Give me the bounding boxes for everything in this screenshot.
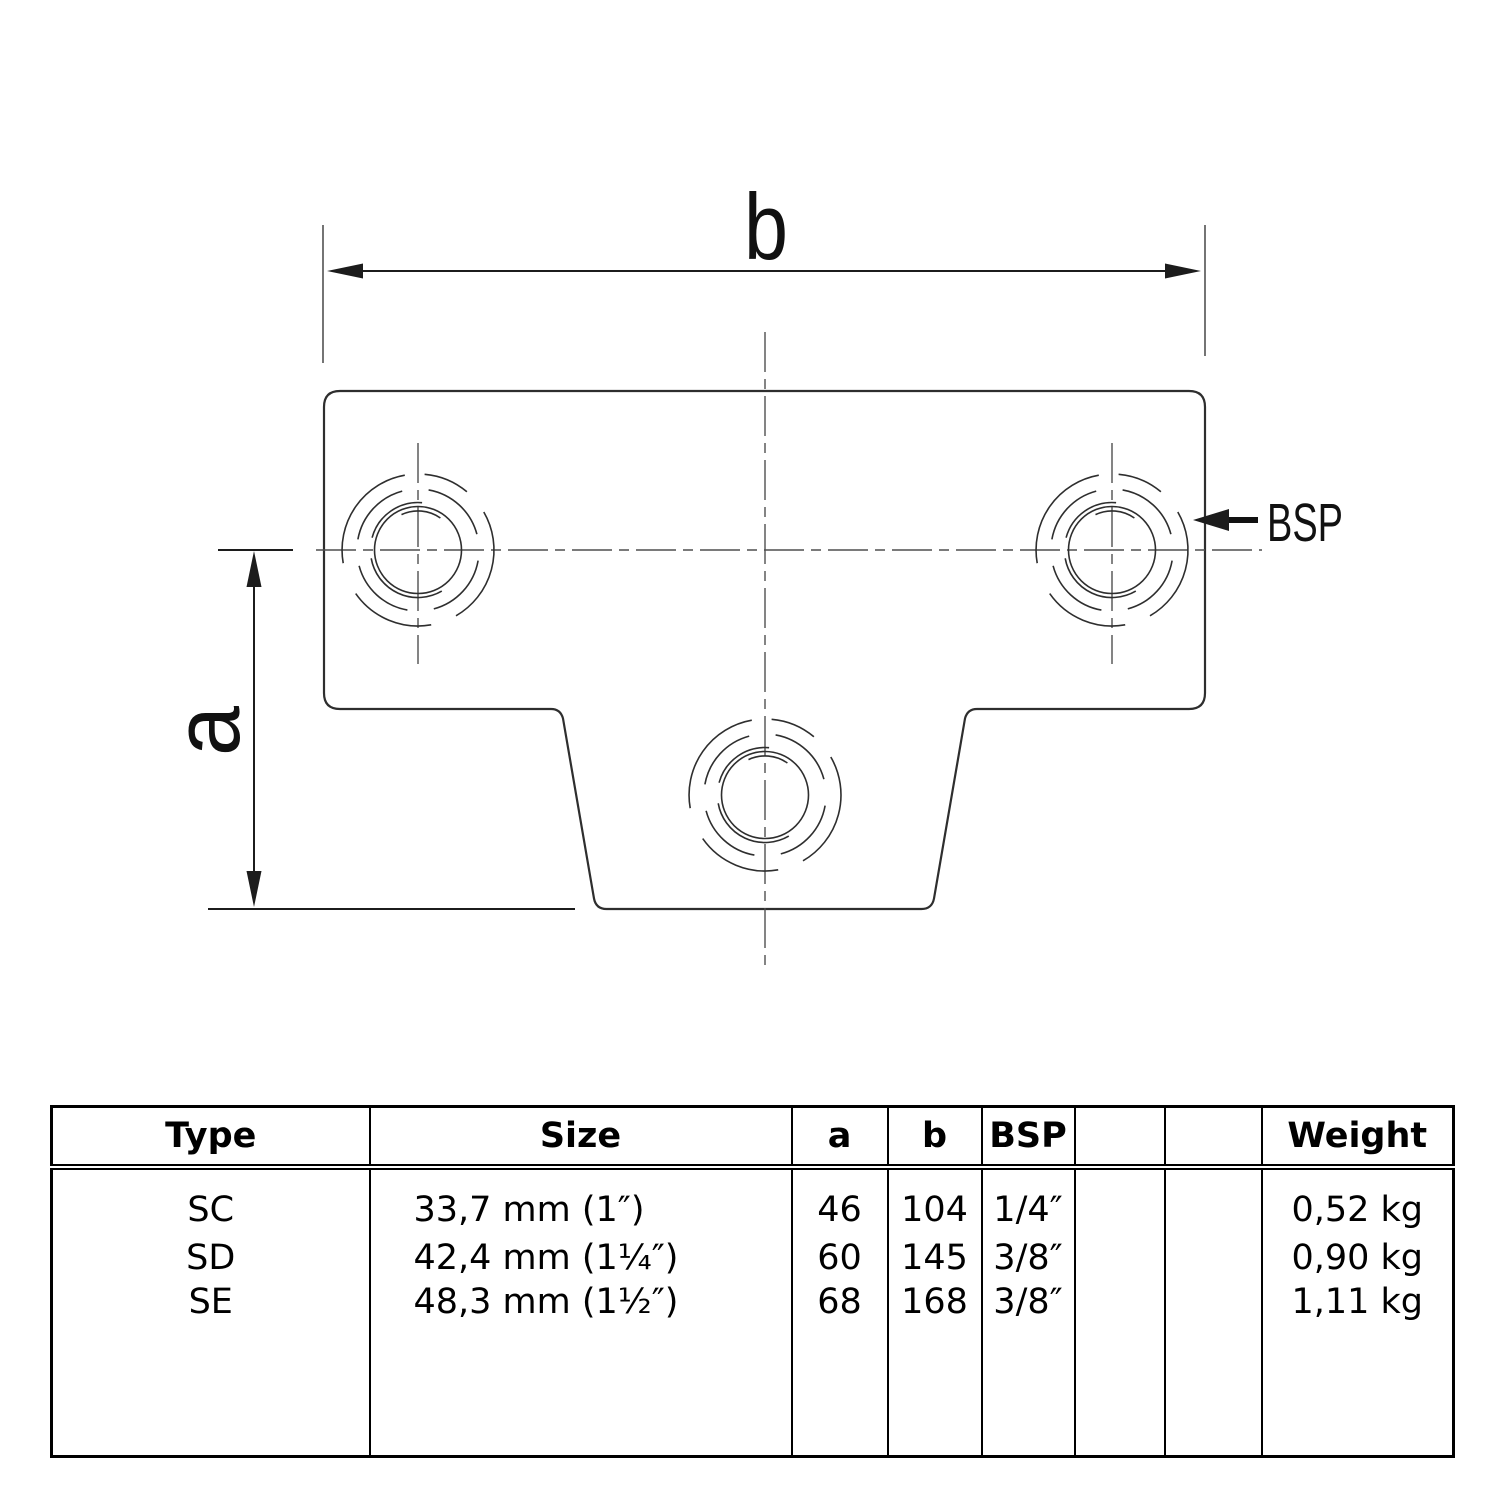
cell-blank xyxy=(1262,1324,1454,1457)
header-b: b xyxy=(888,1107,982,1168)
table-row xyxy=(52,1236,1454,1280)
cell-type: SD xyxy=(52,1236,370,1280)
cell-b: 104 xyxy=(888,1167,982,1236)
cell-weight: 0,52 kg xyxy=(1262,1167,1454,1236)
cell-type: SC xyxy=(52,1167,370,1236)
dim-b-label: b xyxy=(744,174,788,279)
cell-bsp: 1/4″ xyxy=(982,1167,1075,1236)
table-filler-row xyxy=(52,1324,1454,1457)
cell-blank xyxy=(1075,1324,1165,1457)
cell-a: 68 xyxy=(792,1280,888,1324)
dim-a-label: a xyxy=(154,703,259,756)
header-blank-1 xyxy=(1075,1107,1165,1168)
dim-b-arrowhead-right xyxy=(1165,264,1201,279)
cell-blank xyxy=(792,1324,888,1457)
cell-weight: 1,11 kg xyxy=(1262,1280,1454,1324)
cell-bsp: 3/8″ xyxy=(982,1280,1075,1324)
center-lines xyxy=(316,332,1262,972)
bsp-annotation xyxy=(1193,493,1343,553)
header-type: Type xyxy=(52,1107,370,1168)
dimension-b xyxy=(323,174,1205,363)
dim-a-arrowhead-top xyxy=(247,551,262,587)
cell-bsp: 3/8″ xyxy=(982,1236,1075,1280)
spec-table xyxy=(50,1105,1455,1458)
cell-blank xyxy=(1165,1280,1262,1324)
cell-weight: 0,90 kg xyxy=(1262,1236,1454,1280)
cell-blank xyxy=(1075,1280,1165,1324)
cell-blank xyxy=(1165,1167,1262,1236)
dim-a-arrowhead-bottom xyxy=(247,871,262,907)
cell-a: 46 xyxy=(792,1167,888,1236)
cell-size: 33,7 mm (1″) xyxy=(370,1167,792,1236)
cell-blank xyxy=(1165,1236,1262,1280)
header-blank-2 xyxy=(1165,1107,1262,1168)
cell-blank xyxy=(1165,1324,1262,1457)
cell-size: 42,4 mm (1¼″) xyxy=(370,1236,792,1280)
cell-blank xyxy=(370,1324,792,1457)
cell-b: 168 xyxy=(888,1280,982,1324)
header-row xyxy=(52,1107,1454,1168)
cell-blank xyxy=(1075,1167,1165,1236)
table-row xyxy=(52,1167,1454,1236)
cell-type: SE xyxy=(52,1280,370,1324)
cell-blank xyxy=(1075,1236,1165,1280)
bsp-label: BSP xyxy=(1267,493,1343,553)
dim-b-arrowhead-left xyxy=(327,264,363,279)
cell-size: 48,3 mm (1½″) xyxy=(370,1280,792,1324)
header-size: Size xyxy=(370,1107,792,1168)
table-row xyxy=(52,1280,1454,1324)
cell-a: 60 xyxy=(792,1236,888,1280)
header-weight: Weight xyxy=(1262,1107,1454,1168)
header-bsp: BSP xyxy=(982,1107,1075,1168)
cell-blank xyxy=(982,1324,1075,1457)
bsp-arrowhead xyxy=(1193,509,1229,531)
cell-blank xyxy=(52,1324,370,1457)
cell-blank xyxy=(888,1324,982,1457)
cell-b: 145 xyxy=(888,1236,982,1280)
header-a: a xyxy=(792,1107,888,1168)
